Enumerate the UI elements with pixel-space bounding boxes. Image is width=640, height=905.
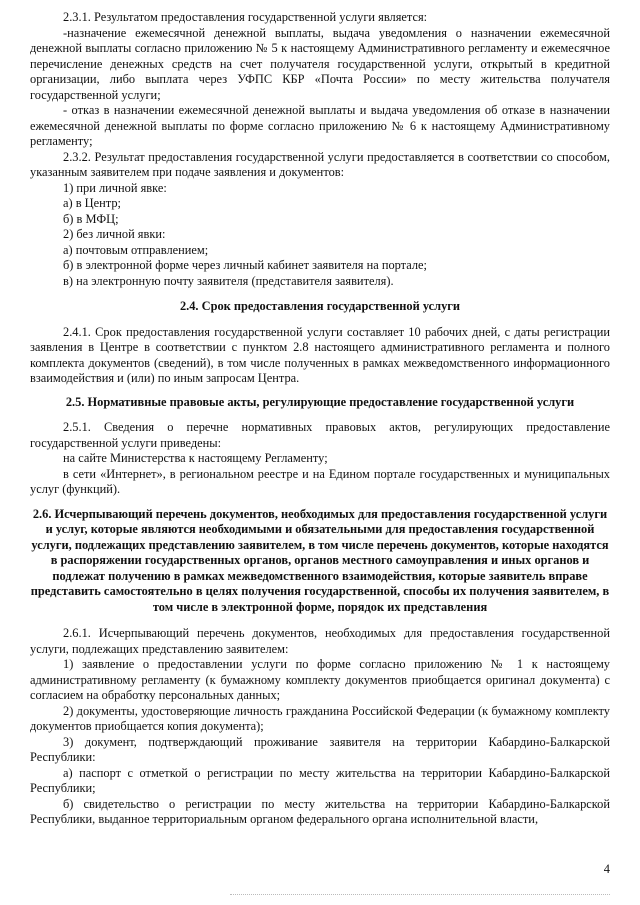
paragraph-2-3-1-b: - отказ в назначении ежемесячной денежной выплаты и выдача уведомления об отказе в назначении ежемесячной денежной выплаты по форме согласно приложению № 6 к настоящему Административному регламенту;: [30, 103, 610, 148]
section-heading-2-6: 2.6. Исчерпывающий перечень документов, необходимых для предоставления государственной услуги и услуг, которые являются необходимыми и обязательными для предоставления государственной услуги, подлежащих представлению заявителем, в том числе перечень документов, которые находятся в распоряжении государственных органов, органов местного самоуправления и иных органов и подлежат получению в рамках межведомственного взаимодействия, которые заявитель вправе представить самостоятельно в целях получения государственной, способы их получения заявителем, в том числе в электронной форме, порядок их представления: [30, 506, 610, 614]
list-item: а) в Центр;: [63, 196, 121, 210]
list-item: в) на электронную почту заявителя (представителя заявителя).: [63, 273, 394, 288]
footer-divider: [230, 894, 610, 899]
list-item: б) в электронной форме через личный кабинет заявителя на портале;: [63, 258, 427, 272]
list-item: б) в МФЦ;: [63, 211, 119, 226]
paragraph-2-3-1: 2.3.1. Результатом предоставления государственной услуги является:: [63, 10, 428, 24]
paragraph-2-3-2: 2.3.2. Результат предоставления государственной услуги предоставляется в соответствии со способом, указанным заявителем при подаче заявления и документов:: [30, 149, 610, 179]
paragraph-2-6-1-1: 1) заявление о предоставлении услуги по форме согласно приложению № 1 к настоящему административному регламенту (к бумажному комплекту документов приобщается оригинал документа) с согласием на обработку персональных данных;: [30, 657, 610, 702]
paragraph-2-6-1-3-a: а) паспорт с отметкой о регистрации по месту жительства на территории Кабардино-Балкарской Республики;: [30, 765, 610, 795]
paragraph-2-6-1-3: 3) документ, подтверждающий проживание заявителя на территории Кабардино-Балкарской Республики:: [30, 734, 610, 764]
paragraph-2-5-1-b: в сети «Интернет», в региональном реестре и на Едином портале государственных и муниципальных услуг (функций).: [30, 466, 610, 496]
delivery-methods-list: [30, 181, 610, 290]
list-item: 2) без личной явки:: [63, 227, 166, 241]
paragraph-2-6-1-2: 2) документы, удостоверяющие личность гражданина Российской Федерации (к бумажному комплекту документов приобщается копия документа);: [30, 703, 610, 733]
list-item: 1) при личной явке:: [63, 180, 167, 195]
paragraph-2-3-1-a: -назначение ежемесячной денежной выплаты, выдача уведомления о назначении ежемесячной денежной выплаты согласно приложению № 5 к настоящему Административного регламенту и ежемесячное перечисление денежных средств на счет получателя государственной услуги, открытый в кредитной организации, либо выплата через УФПС КБР «Почта России» по месту жительства получателя государственной услуги;: [30, 25, 610, 102]
paragraph-2-6-1-3-b: б) свидетельство о регистрации по месту жительства на территории Кабардино-Балкарской Республики, выданное территориальным органом федерального органа исполнительной власти,: [30, 796, 610, 826]
paragraph-2-4-1: 2.4.1. Срок предоставления государственной услуги составляет 10 рабочих дней, с даты регистрации заявления в Центре в соответствии с пунктом 2.8 настоящего административного регламента и полного комплекта документов (сведений), в том числе полученных в рамках межведомственного информационного взаимодействия и (или) по иным запросам Центра.: [30, 324, 610, 385]
list-item: а) почтовым отправлением;: [63, 242, 209, 257]
section-heading-2-5: 2.5. Нормативные правовые акты, регулирующие предоставление государственной услуги: [65, 394, 575, 409]
paragraph-2-5-1: 2.5.1. Сведения о перечне нормативных правовых актов, регулирующих предоставление государственной услуги приведены:: [30, 420, 610, 450]
document-page: [30, 10, 610, 828]
paragraph-2-5-1-a: на сайте Министерства к настоящему Регламенту;: [63, 451, 328, 465]
page-number: 4: [603, 862, 610, 876]
section-heading-2-4: 2.4. Срок предоставления государственной услуги: [179, 299, 461, 313]
paragraph-2-6-1: 2.6.1. Исчерпывающий перечень документов, необходимых для предоставления государственной услуги, подлежащих представлению заявителем:: [30, 626, 610, 656]
